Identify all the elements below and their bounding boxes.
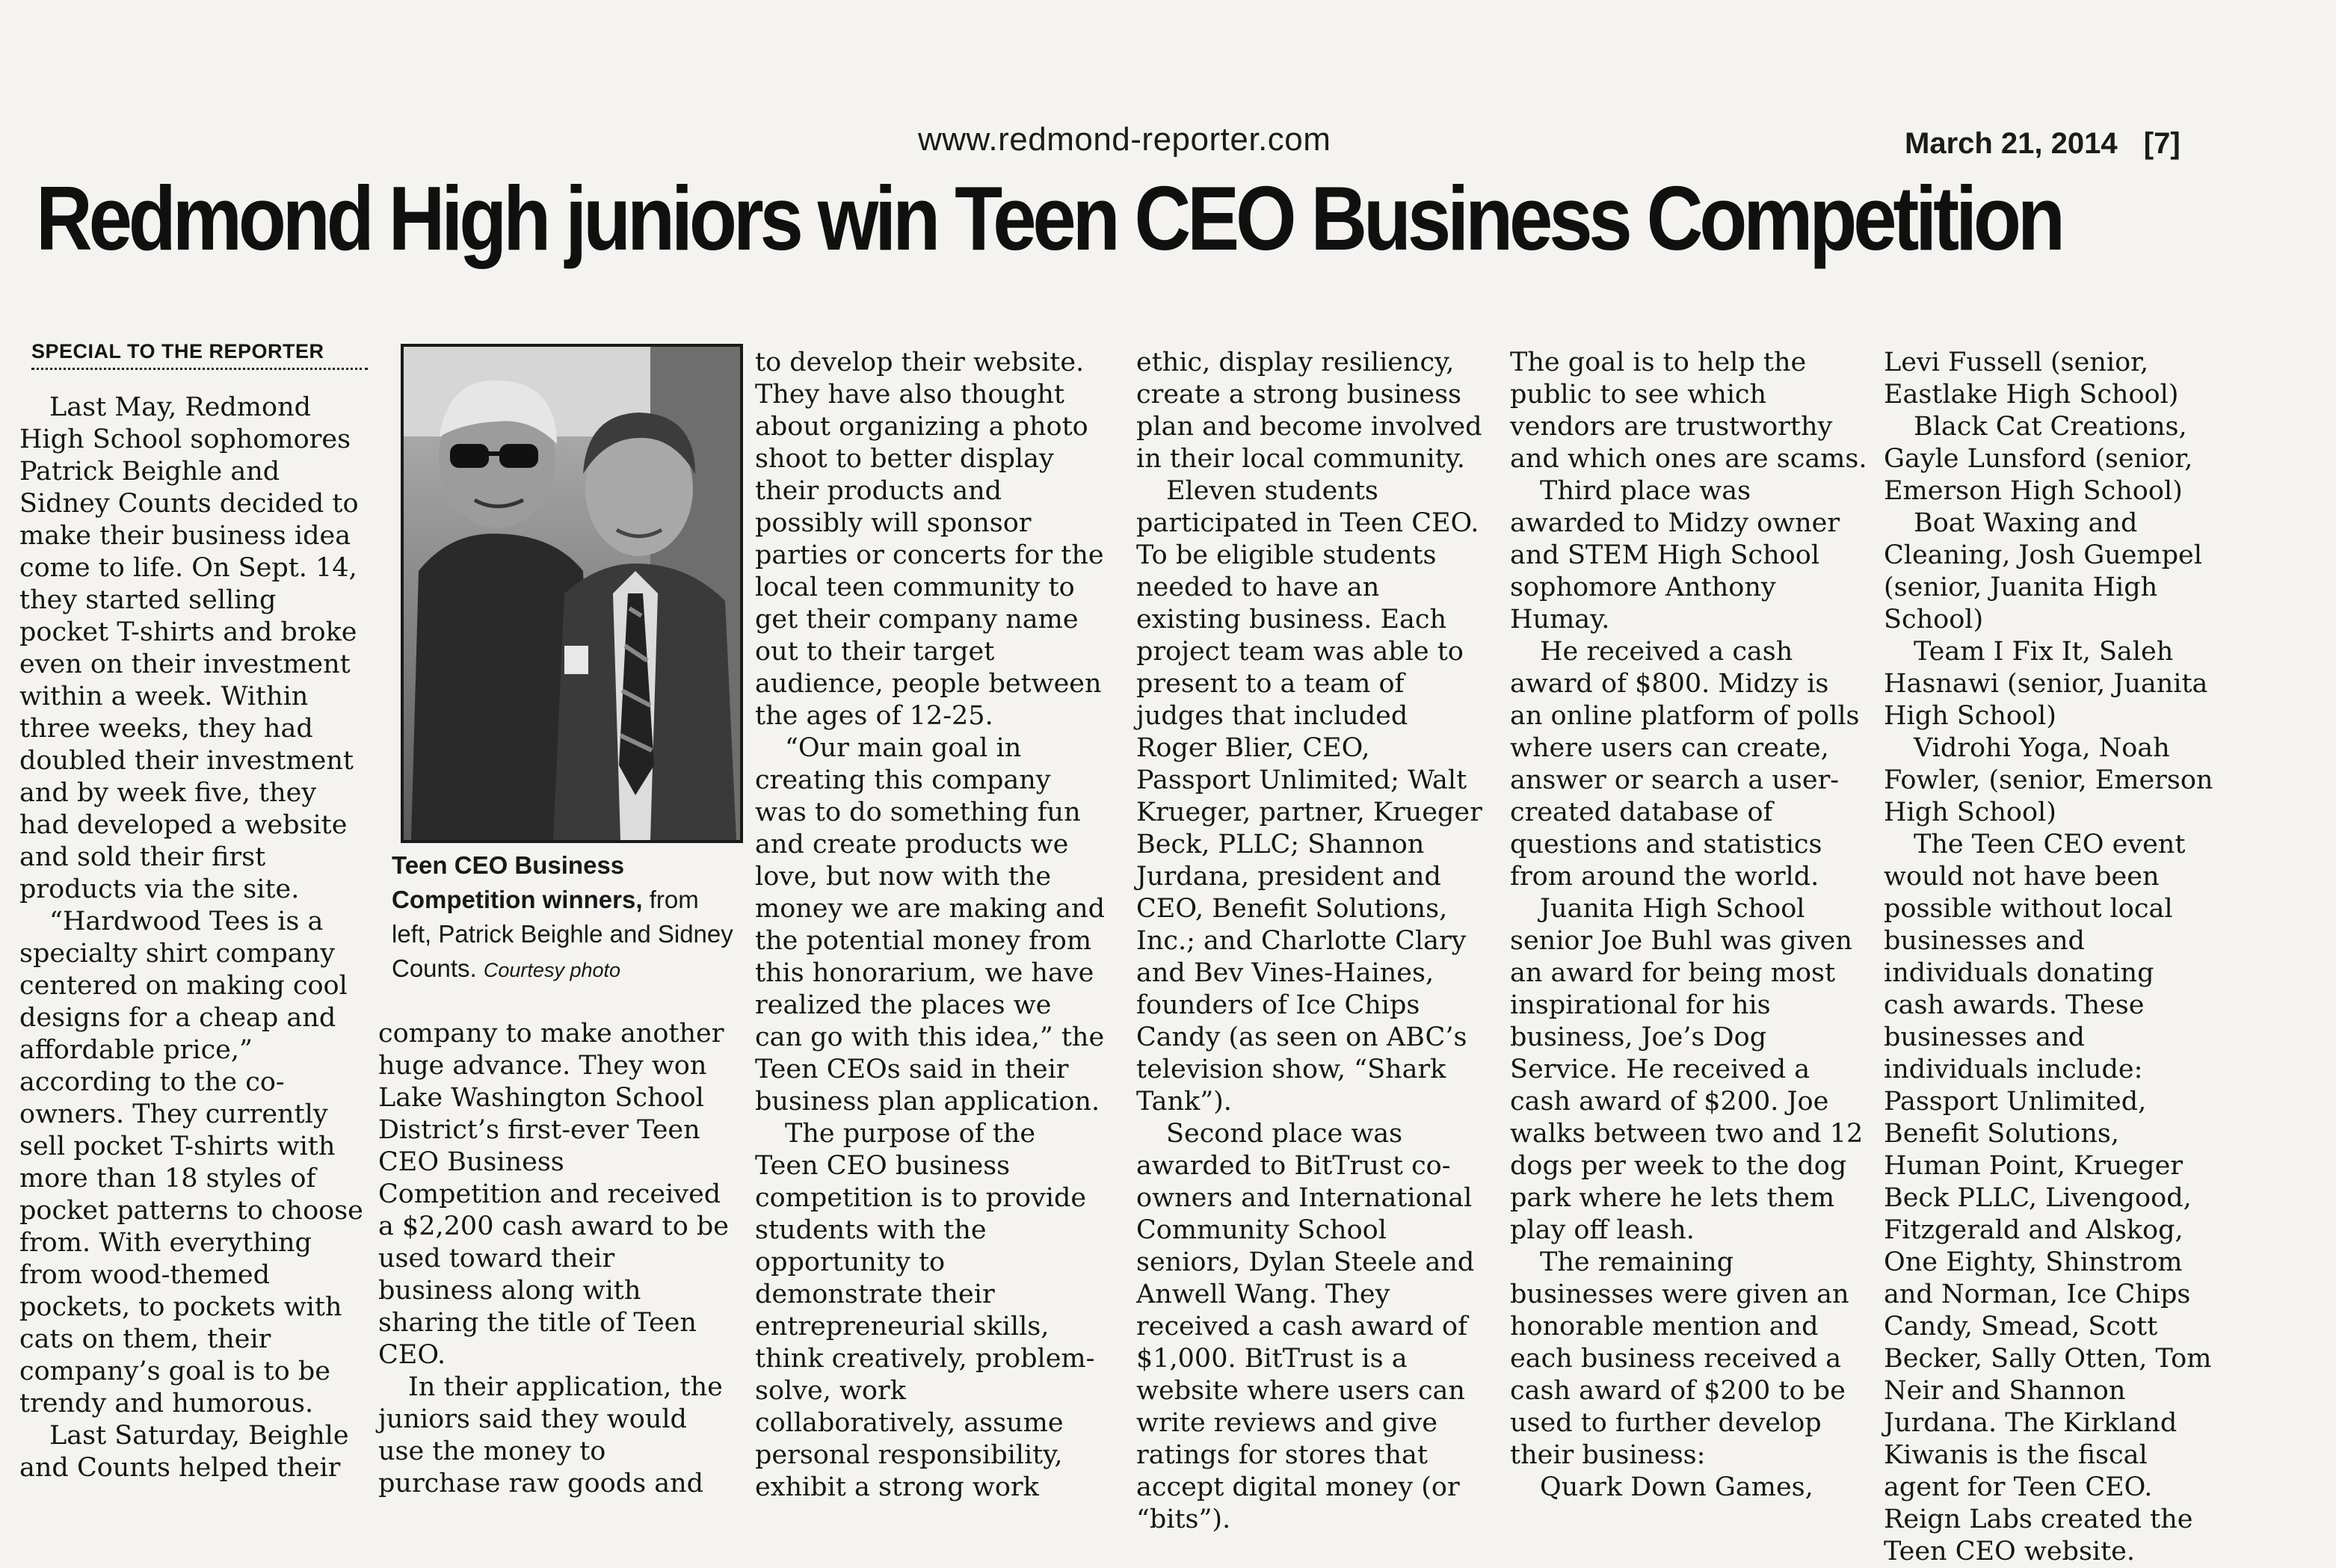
article-column-1 bbox=[19, 392, 371, 1484]
article-column-3 bbox=[755, 347, 1106, 1504]
page-number: [7] bbox=[2143, 127, 2181, 160]
paragraph: Team I Fix It, Saleh Hasnawi (senior, Juanita High School) bbox=[1884, 637, 2208, 731]
article-headline: Redmond High juniors win Teen CEO Business Competition bbox=[36, 167, 2062, 269]
paragraph: The goal is to help the public to see which vendors are trustworthy and which ones are scams. bbox=[1510, 348, 1867, 474]
issue-date: March 21, 2014 bbox=[1905, 127, 2118, 160]
paragraph: He received a cash award of $800. Midzy is an online platform of polls where users can create, answer or search a user-created database of questions and statistics from around the world. bbox=[1510, 637, 1860, 892]
page-number-value: 7 bbox=[2154, 127, 2171, 160]
paragraph: The Teen CEO event would not have been possible without local businesses and individuals donating cash awards. These businesses and individuals include: Passport Unlimited, Benefit Solutions, Human Point, Krueger Beck PLLC, Livengood, Fitzgerald and Alskog, One Eighty, Shinstrom and Norman, Ice Chips Candy, Smead, Scott Becker, Sally Otten, Tom Neir and Shannon Jurdana. The Kirkland Kiwanis is the fiscal agent for Teen CEO. Reign Labs created the Teen CEO website. bbox=[1884, 830, 2212, 1567]
dateline bbox=[1905, 127, 2181, 161]
paragraph: Vidrohi Yoga, Noah Fowler, (senior, Emerson High School) bbox=[1884, 733, 2213, 827]
paragraph: Levi Fussell (senior, Eastlake High School) bbox=[1884, 348, 2179, 410]
paragraph: “Our main goal in creating this company was to do something fun and create products we love, but now with the money we are making and the potential money from this honorarium, we have realized the places we can go with this idea,” the Teen CEOs said in their business plan application. bbox=[755, 733, 1105, 1117]
caption-text: from left, Patrick Beighle and Sidney Counts. bbox=[392, 886, 733, 982]
paragraph: company to make another huge advance. They won Lake Washington School District’s first-ever Teen CEO Business Competition and received a $2,200 cash award to be used toward their business along with sharing the title of Teen CEO. bbox=[378, 1019, 730, 1370]
site-url: www.redmond-reporter.com bbox=[918, 121, 1331, 158]
article-column-6 bbox=[1884, 347, 2220, 1568]
paragraph: Juanita High School senior Joe Buhl was given an award for being most inspirational for his business, Joe’s Dog Service. He received a cash award of $200. Joe walks between two and 12 dogs per week to the dog park where he lets them play off leash. bbox=[1510, 894, 1864, 1245]
paragraph: Quark Down Games, bbox=[1540, 1472, 1813, 1502]
article-column-4 bbox=[1136, 347, 1488, 1536]
paragraph: In their application, the juniors said they would use the money to purchase raw goods and bbox=[378, 1372, 723, 1498]
photo-caption bbox=[392, 848, 736, 987]
paragraph: Last May, Redmond High School sophomores Patrick Beighle and Sidney Counts decided to make their business idea come to life. On Sept. 14, they started selling pocket T-shirts and broke even on their investment within a week. Within three weeks, they had doubled their investment and by week five, they had developed a website and sold their first products via the site. bbox=[19, 392, 359, 904]
paragraph: The remaining businesses were given an honorable mention and each business received a cash award of $200 to be used to further develop their business: bbox=[1510, 1247, 1849, 1470]
paragraph: Second place was awarded to BitTrust co-owners and International Community School seniors, Dylan Steele and Anwell Wang. They received a cash award of $1,000. BitTrust is a website where users can write reviews and give ratings for stores that accept digital money (or “bits”). bbox=[1136, 1119, 1475, 1534]
paragraph: The purpose of the Teen CEO business competition is to provide students with the opportunity to demonstrate their entrepreneurial skills, think creatively, problem-solve, work collaboratively, assume personal responsibility, exhibit a strong work bbox=[755, 1119, 1095, 1502]
paragraph: Third place was awarded to Midzy owner and STEM High School sophomore Anthony Humay. bbox=[1510, 476, 1840, 635]
paragraph: Black Cat Creations, Gayle Lunsford (senior, Emerson High School) bbox=[1884, 412, 2193, 506]
paragraph: “Hardwood Tees is a specialty shirt company centered on making cool designs for a cheap and affordable price,” according to the co-owners. They currently sell pocket T-shirts with more than 18 styles of pocket patterns to choose from. With everything from wood-themed pockets, to pockets with cats on them, their company’s goal is to be trendy and humorous. bbox=[19, 907, 363, 1419]
paragraph: Eleven students participated in Teen CEO. To be eligible students needed to have an existing business. Each project team was able to present to a team of judges that included Roger Blier, CEO, Passport Unlimited; Walt Krueger, partner, Krueger Beck, PLLC; Shannon Jurdana, president and CEO, Benefit Solutions, Inc.; and Charlotte Clary and Bev Vines-Haines, founders of Ice Chips Candy (as seen on ABC’s television show, “Shark Tank”). bbox=[1136, 476, 1482, 1117]
photo-credit: Courtesy photo bbox=[483, 959, 621, 981]
paragraph: ethic, display resiliency, create a strong business plan and become involved in their local community. bbox=[1136, 348, 1482, 474]
paragraph: to develop their website. They have also thought about organizing a photo shoot to better display their products and possibly will sponsor parties or concerts for the local teen community to get their company name out to their target audience, people between the ages of 12-25. bbox=[755, 348, 1104, 731]
article-column-2 bbox=[378, 1018, 730, 1500]
photo-image bbox=[404, 347, 740, 840]
article-column-5 bbox=[1510, 347, 1869, 1504]
caption-title: Teen CEO Business Competition winners, bbox=[392, 851, 643, 913]
byline: SPECIAL TO THE REPORTER bbox=[31, 340, 368, 370]
paragraph: Boat Waxing and Cleaning, Josh Guempel (senior, Juanita High School) bbox=[1884, 508, 2202, 635]
winners-photo bbox=[401, 344, 743, 843]
paragraph: Last Saturday, Beighle and Counts helped their bbox=[19, 1421, 349, 1483]
